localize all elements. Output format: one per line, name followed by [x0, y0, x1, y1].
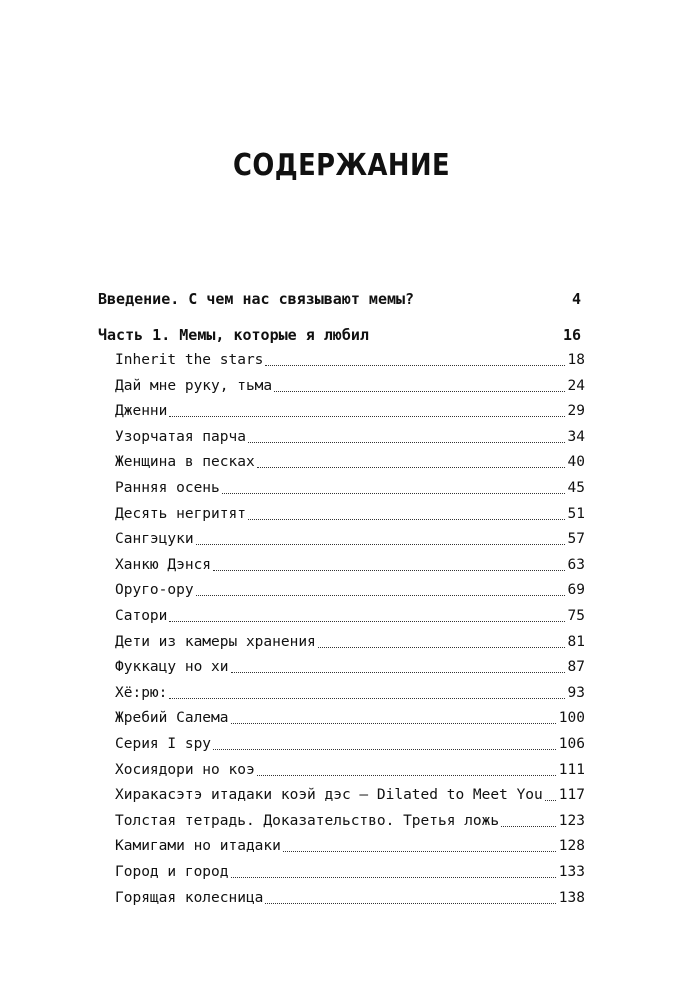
toc-chapter-entry[interactable] — [115, 478, 585, 498]
leader-dots — [265, 364, 564, 366]
leader-dots — [196, 543, 565, 545]
leader-dots — [169, 620, 564, 622]
leader-dots — [274, 390, 564, 392]
toc-entry-label: Горящая колесница — [115, 889, 264, 906]
toc-entry-page: 69 — [567, 582, 585, 599]
toc-chapter-entry[interactable] — [115, 555, 585, 575]
toc-entry-page: 138 — [558, 889, 585, 906]
toc-entry-label: Город и город — [115, 864, 229, 880]
toc-entry-page: 51 — [567, 505, 585, 522]
toc-entry-label: Оруго-ору — [115, 582, 194, 599]
toc-entry-label: Дженни — [115, 403, 168, 420]
toc-entry-label: Узорчатая парча — [115, 428, 246, 445]
toc-entry-label: Женщина в песках — [115, 454, 255, 471]
toc-entry-page: 81 — [567, 633, 585, 650]
toc-chapter-entry[interactable] — [115, 580, 585, 600]
leader-dots — [416, 304, 569, 305]
toc-entry-label: Толстая тетрадь. Доказательство. Третья ложь — [115, 812, 500, 829]
toc-entry-page: 24 — [567, 377, 585, 394]
leader-dots — [196, 594, 565, 596]
toc-chapter-entry[interactable] — [115, 734, 585, 754]
toc-chapter-entry[interactable] — [115, 632, 585, 652]
page-title: СОДЕРЖАНИЕ — [232, 148, 451, 183]
toc-entry-page: 87 — [567, 659, 585, 676]
leader-dots — [222, 492, 565, 494]
toc-entry-page: 117 — [558, 787, 585, 804]
toc-entry-page: 123 — [558, 812, 585, 829]
toc-entry-label: Часть 1. Мемы, которые я любил — [98, 326, 369, 344]
leader-dots — [231, 876, 556, 878]
toc-entry-page: 106 — [558, 736, 585, 752]
leader-dots — [501, 825, 556, 827]
toc-chapter-entry[interactable] — [115, 836, 585, 856]
toc-entry-label: Введение. С чем нас связывают мемы? — [98, 290, 415, 308]
leader-dots — [257, 774, 556, 776]
toc-chapter-entry[interactable] — [115, 376, 585, 396]
leader-dots — [545, 799, 556, 801]
toc-entry-label: Ханкю Дэнся — [115, 556, 212, 573]
toc-entry-page: 133 — [558, 864, 585, 880]
toc-entry-page: 63 — [567, 556, 585, 573]
toc-chapter-entry[interactable] — [115, 657, 585, 677]
toc-part1-entry[interactable] — [98, 325, 581, 345]
toc-chapter-entry[interactable] — [115, 785, 585, 805]
toc-chapter-entry[interactable] — [115, 888, 585, 908]
leader-dots — [257, 466, 565, 468]
toc-chapter-entry[interactable] — [115, 427, 585, 447]
toc-entry-page: 34 — [567, 428, 585, 445]
leader-dots — [213, 748, 556, 750]
toc-chapter-entry[interactable] — [115, 350, 585, 370]
toc-chapter-entry[interactable] — [115, 606, 585, 626]
leader-dots — [231, 722, 556, 724]
toc-entry-label: Дай мне руку, тьма — [115, 377, 273, 394]
toc-entry-label: Дети из камеры хранения — [115, 633, 316, 650]
toc-entry-page: 45 — [567, 480, 585, 496]
toc-entry-page: 93 — [567, 684, 585, 701]
toc-entry-page: 111 — [558, 761, 585, 778]
leader-dots — [248, 441, 565, 443]
toc-chapter-entry[interactable] — [115, 529, 585, 549]
toc-chapter-entry[interactable] — [115, 708, 585, 728]
toc-entry-label: Хосиядори но коэ — [115, 761, 255, 778]
toc-entry-page: 18 — [567, 352, 585, 368]
toc-entry-label: Хё:рю: — [115, 684, 168, 701]
toc-entry-page: 128 — [558, 838, 585, 855]
toc-entry-label: Сангэцуки — [115, 531, 194, 548]
toc-chapter-entry[interactable] — [115, 811, 585, 831]
toc-chapter-entry[interactable] — [115, 452, 585, 472]
toc-entry-label: Inherit the stars — [115, 352, 264, 368]
leader-dots — [283, 850, 556, 852]
toc-entry-page: 29 — [567, 403, 585, 420]
toc-entry-label: Сатори — [115, 608, 168, 624]
toc-chapter-entry[interactable] — [115, 401, 585, 421]
toc-entry-page: 100 — [558, 710, 585, 727]
toc-entry-label: Серия I spy — [115, 736, 212, 752]
leader-dots — [265, 902, 555, 904]
leader-dots — [169, 415, 564, 417]
toc-entry-label: Ранняя осень — [115, 480, 220, 496]
toc-entry-label: Жребий Салема — [115, 710, 229, 727]
toc-chapter-entry[interactable] — [115, 862, 585, 882]
toc-chapter-entry[interactable] — [115, 760, 585, 780]
toc-intro-entry[interactable] — [98, 289, 581, 309]
toc-chapter-entry[interactable] — [115, 504, 585, 524]
toc-chapter-entry[interactable] — [115, 683, 585, 703]
leader-dots — [231, 671, 565, 673]
toc-entry-label: Камигами но итадаки — [115, 838, 281, 855]
toc-entry-page: 75 — [567, 608, 585, 624]
toc-entry-page: 16 — [562, 326, 581, 344]
toc-entry-page: 40 — [567, 454, 585, 471]
toc-entry-page: 4 — [571, 290, 581, 308]
leader-dots — [371, 340, 560, 341]
toc-entry-page: 57 — [567, 531, 585, 548]
toc-entry-label: Фуккацу но хи — [115, 659, 229, 676]
leader-dots — [318, 646, 565, 648]
toc-entry-label: Хиракасэтэ итадаки коэй дэс — Dilated to Meet You — [115, 787, 543, 804]
leader-dots — [248, 518, 565, 520]
toc-entry-label: Десять негритят — [115, 505, 246, 522]
leader-dots — [169, 697, 564, 699]
leader-dots — [213, 569, 565, 571]
